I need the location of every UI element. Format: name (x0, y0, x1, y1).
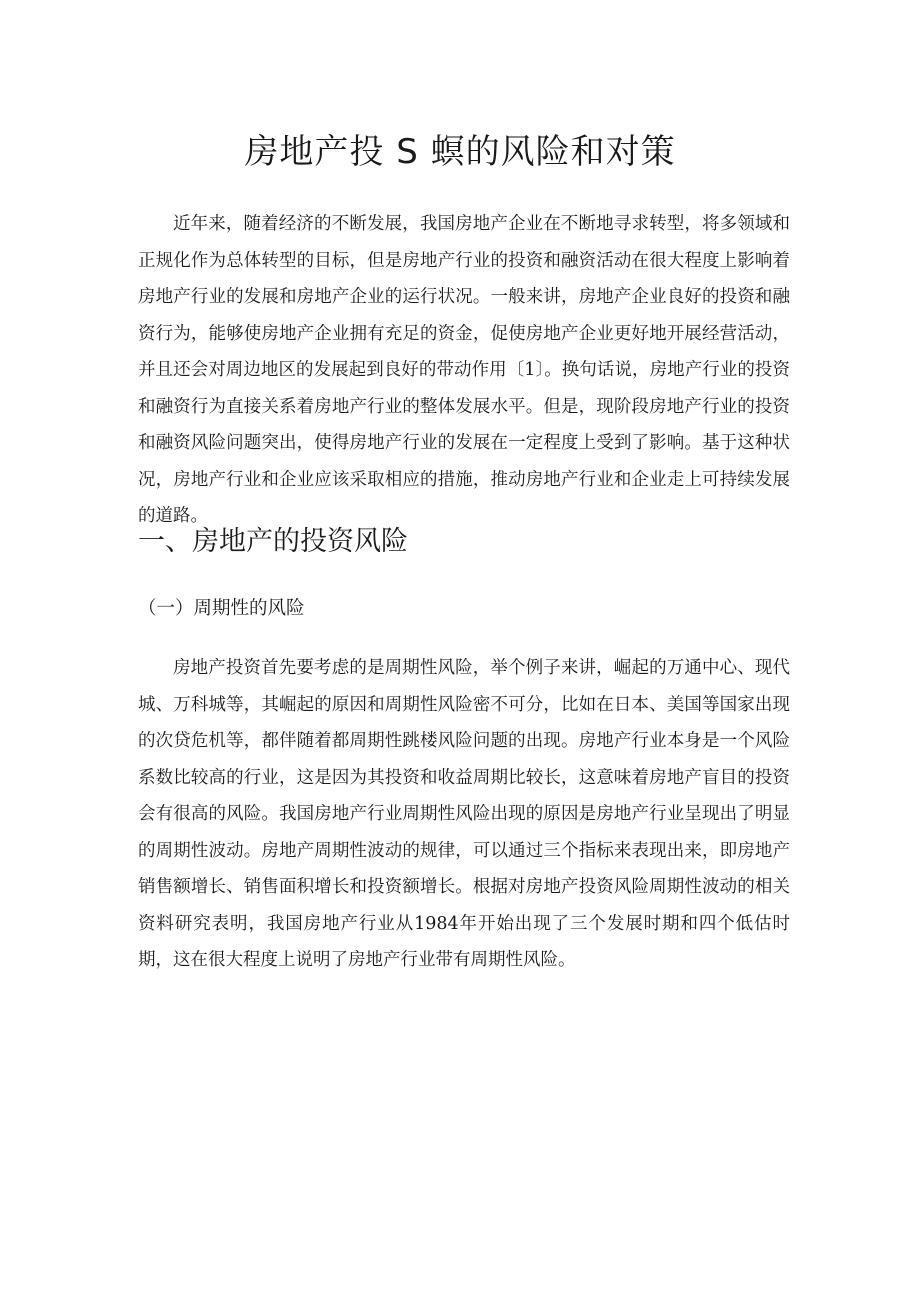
intro-paragraph: 近年来，随着经济的不断发展，我国房地产企业在不断地寻求转型，将多领域和正规化作为总体转型的目标，但是房地产行业的投资和融资活动在很大程度上影响着房地产行业的发展和房地产企业的运行状况。一般来讲，房地产企业良好的投资和融资行为，能够使房地产企业拥有充足的资金，促使房地产企业更好地开展经营活动，并且还会对周边地区的发展起到良好的带动作用〔1〕。换句话说，房地产行业的投资和融资行为直接关系着房地产行业的整体发展水平。但是，现阶段房地产行业的投资和融资风险问题突出，使得房地产行业的发展在一定程度上受到了影响。基于这种状况，房地产行业和企业应该采取相应的措施，推动房地产行业和企业走上可持续发展的道路。 (138, 214, 790, 526)
section-heading: 一、房地产的投资风险 (138, 526, 408, 557)
document-title: 房地产投 S 螟的风险和对策 (244, 132, 676, 172)
subsection-paragraph: 房地产投资首先要考虑的是周期性风险，举个例子来讲，崛起的万通中心、现代城、万科城等，其崛起的原因和周期性风险密不可分，比如在日本、美国等国家出现的次贷危机等，都伴随着都周期性跳楼风险问题的出现。房地产行业本身是一个风险系数比较高的行业，这是因为其投资和收益周期比较长，这意味着房地产盲目的投资会有很高的风险。我国房地产行业周期性风险出现的原因是房地产行业呈现出了明显的周期性波动。房地产周期性波动的规律，可以通过三个指标来表现出来，即房地产销售额增长、销售面积增长和投资额增长。根据对房地产投资风险周期性波动的相关资料研究表明，我国房地产行业从1984年开始出现了三个发展时期和四个低估时期，这在很大程度上说明了房地产行业带有周期性风险。 (138, 658, 790, 970)
subsection-heading: （一）周期性的风险 (138, 598, 305, 619)
